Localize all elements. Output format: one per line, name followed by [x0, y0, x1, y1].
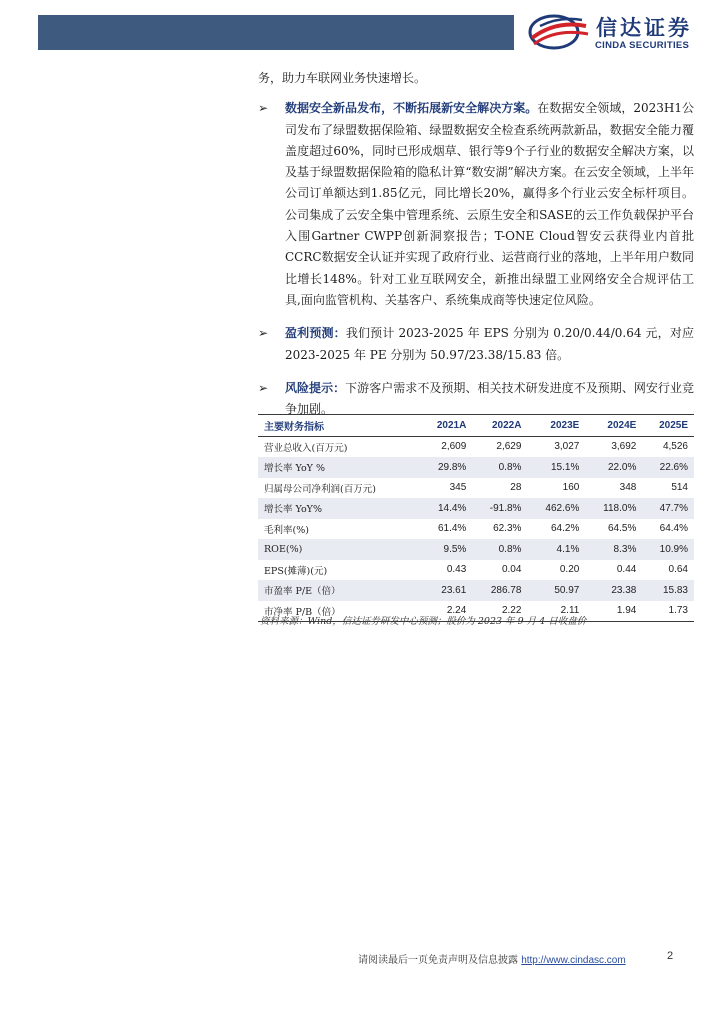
table-row: [258, 539, 694, 560]
table-header-cell: 2022A: [472, 415, 527, 437]
table-cell: 14.4%: [420, 498, 472, 519]
table-cell: 47.7%: [642, 498, 694, 519]
intro-line: 务，助力车联网业务快速增长。: [258, 71, 427, 85]
table-header-cell: 2023E: [527, 415, 585, 437]
table-cell: 22.6%: [642, 457, 694, 478]
table-cell: 0.04: [501, 564, 522, 576]
table-cell: EPS(摊薄)(元): [264, 565, 328, 577]
table-cell: 2,629: [496, 441, 522, 453]
disclaimer-text: 请阅读最后一页免责声明及信息披露: [358, 955, 518, 966]
table-cell: 345: [449, 482, 467, 494]
table-cell: 23.61: [420, 580, 472, 601]
table-cell: 160: [562, 482, 580, 494]
website-link[interactable]: http://www.cindasc.com: [521, 955, 626, 966]
table-cell: 50.97: [527, 580, 585, 601]
table-cell: 2.24: [420, 601, 472, 622]
table-cell: 15.83: [642, 580, 694, 601]
bullet-text: 下游客户需求不及预期、相关技术研发进度不及预期、网安行业竞争加剧。: [285, 380, 694, 417]
table-cell: 营业总收入(百万元): [264, 442, 348, 454]
table-cell: 10.9%: [642, 539, 694, 560]
bullet-data-security: [258, 98, 694, 311]
table-cell: 2.22: [472, 601, 527, 622]
table-cell: 0.8%: [472, 539, 527, 560]
page-number: 2: [667, 950, 674, 962]
table-cell: 增长率 YoY %: [258, 457, 420, 478]
bullet-arrow-icon: ➢: [258, 101, 269, 116]
table-cell: 市盈率 P/E（倍）: [258, 580, 420, 601]
table-cell: 8.3%: [585, 539, 642, 560]
table-cell: 64.2%: [550, 523, 580, 535]
table-cell: 1.73: [642, 601, 694, 622]
bullet-arrow-icon: ➢: [258, 326, 269, 341]
table-header-row: [258, 415, 694, 437]
table-cell: 增长率 YoY%: [258, 498, 420, 519]
table-source-note: 资料来源：Wind，信达证券研发中心预测；股价为 2023 年 9 月 4 日收盘价: [260, 616, 587, 627]
table-cell: 462.6%: [527, 498, 585, 519]
table-row: [258, 560, 694, 581]
table-row: [258, 457, 694, 478]
table-cell: 9.5%: [420, 539, 472, 560]
table-cell: 0.8%: [472, 457, 527, 478]
table-cell: 62.3%: [493, 523, 522, 535]
table-cell: 286.78: [472, 580, 527, 601]
table-row: [258, 498, 694, 519]
table-cell: 118.0%: [585, 498, 642, 519]
table-cell: ROE(%): [258, 539, 420, 560]
table-cell: 28: [510, 482, 522, 494]
table-cell: 348: [619, 482, 637, 494]
table-header-cell: 主要财务指标: [258, 415, 420, 437]
table-cell: -91.8%: [472, 498, 527, 519]
table-row: [258, 519, 694, 540]
bullet-earnings-forecast: [258, 323, 694, 366]
cinda-globe-icon: [526, 14, 592, 50]
financial-indicators-table: [258, 414, 694, 622]
logo-chinese-name: 信达证券: [596, 16, 692, 40]
table-cell: 0.44: [616, 564, 637, 576]
bullet-title: 数据安全新品发布，不断拓展新安全解决方案。: [285, 101, 538, 116]
table-cell: 64.4%: [659, 523, 688, 535]
table-cell: 3,027: [554, 441, 580, 453]
table-cell: 29.8%: [420, 457, 472, 478]
table-cell: 2,609: [441, 441, 467, 453]
table-cell: 3,692: [611, 441, 637, 453]
table-cell: 0.64: [668, 564, 688, 576]
bullet-arrow-icon: ➢: [258, 380, 269, 395]
table-header-cell: 2024E: [585, 415, 642, 437]
table-row: [258, 580, 694, 601]
header-band: [38, 15, 514, 50]
logo-english-name: CINDA SECURITIES: [595, 40, 690, 51]
table-cell: 毛利率(%): [264, 524, 309, 536]
table-cell: 4.1%: [527, 539, 585, 560]
table-cell: 15.1%: [527, 457, 585, 478]
footer-disclaimer: [358, 951, 626, 966]
table-cell: 22.0%: [585, 457, 642, 478]
table-row: [258, 478, 694, 499]
table-cell: 64.5%: [607, 523, 637, 535]
table-row: [258, 436, 694, 457]
table-cell: 4,526: [662, 441, 688, 453]
table-cell: 1.94: [585, 601, 642, 622]
bullet-title: 盈利预测：: [285, 326, 346, 341]
table-header-cell: 2025E: [642, 415, 694, 437]
table-cell: 0.20: [559, 564, 580, 576]
table-cell: 市净率 P/B（倍）: [258, 601, 420, 622]
table-cell: 61.4%: [437, 523, 467, 535]
table-header-cell: 2021A: [420, 415, 472, 437]
table-cell: 归属母公司净利润(百万元): [264, 483, 376, 495]
table-cell: 0.43: [446, 564, 467, 576]
bullet-text: 在数据安全领域，2023H1公司发布了绿盟数据保险箱、绿盟数据安全检查系统两款新品，数据安全能力覆盖度超过60%，同时已形成烟草、银行等9个子行业的数据安全解决方案，以及基于绿盟数据保险箱的隐私计算“数安湖”解决方案。在云安全领域，上半年公司订单额达到1.85亿元，同比增长20%，赢得多个行业云安全标杆项目。公司集成了云安全集中管理系统、云原生安全和SASE的云工作负载保护平台入围Gartner CWPP创新洞察报告；T-ONE Cloud智安云获得业内首批CCRC数据安全认证并实现了政府行业、运营商行业的落地，上半年用户数同比增长148%。针对工业互联网安全，新推出绿盟工业网络安全合规评估工具,面向监管机构、关基客户、系统集成商等快速定位风险。: [285, 101, 694, 307]
report-body: [258, 68, 694, 420]
table-cell: 514: [671, 482, 688, 494]
table-cell: 23.38: [585, 580, 642, 601]
bullet-title: 风险提示：: [285, 380, 346, 395]
bullet-text: 我们预计 2023-2025 年 EPS 分别为 0.20/0.44/0.64 元，对应 2023-2025 年 PE 分别为 50.97/23.38/15.83 倍。: [285, 326, 694, 362]
cinda-logo: [526, 12, 706, 52]
table-cell: 2.11: [527, 601, 585, 622]
